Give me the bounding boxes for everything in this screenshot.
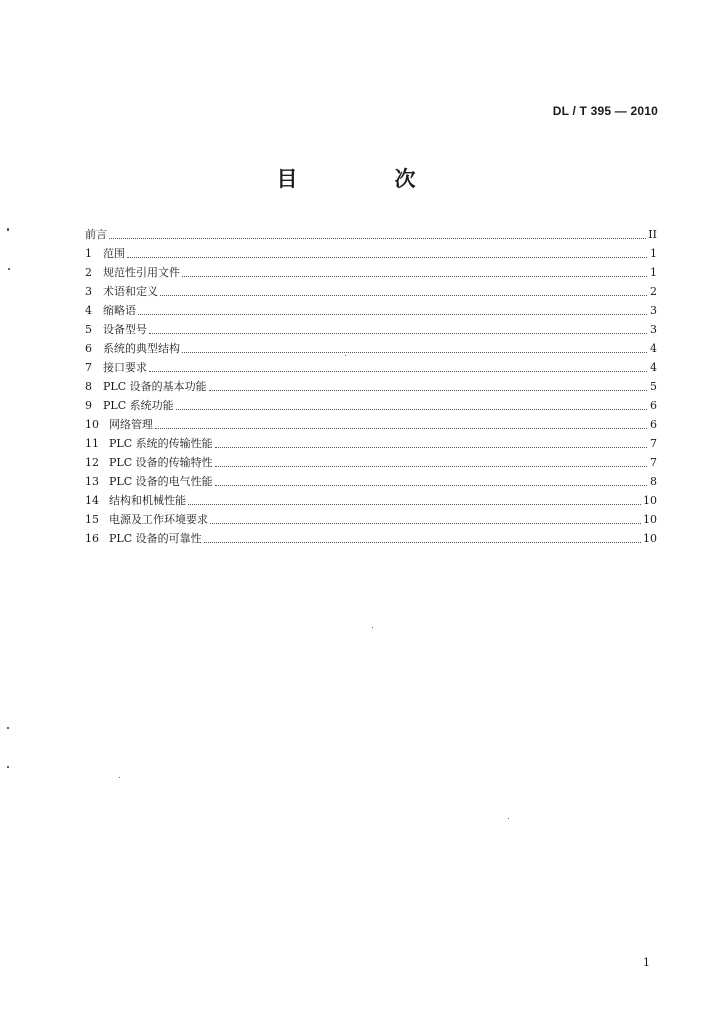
page-title: 目 次 <box>276 167 454 191</box>
toc-entry-page: 10 <box>643 494 657 507</box>
toc-entry-number: 14 <box>85 494 99 507</box>
toc-leader <box>215 484 647 486</box>
toc-entry[interactable] <box>85 432 657 451</box>
scan-speck <box>7 727 9 729</box>
toc-entry-title: 结构和机械性能 <box>109 494 186 507</box>
toc-leader <box>176 408 647 410</box>
toc-entry-title: PLC 系统功能 <box>103 399 174 412</box>
toc-entry-number: 9 <box>85 399 92 412</box>
scan-speck <box>372 627 373 628</box>
scan-speck <box>8 268 10 270</box>
toc-entry-page: 1 <box>650 266 657 279</box>
toc-entry-number: 10 <box>85 418 99 431</box>
toc-entry-number: 16 <box>85 532 99 545</box>
toc-entry-title: 规范性引用文件 <box>103 266 180 279</box>
toc-entry-page: 3 <box>650 323 657 336</box>
toc-entry[interactable] <box>85 394 657 413</box>
toc-leader <box>209 389 647 391</box>
toc-entry-number: 3 <box>85 285 92 298</box>
toc-entry-number: 4 <box>85 304 92 317</box>
toc-entry-title: 系统的典型结构 <box>103 342 180 355</box>
scan-speck <box>345 355 346 356</box>
toc-entry-number: 1 <box>85 247 92 260</box>
toc-entry-page: 7 <box>650 437 657 450</box>
toc-entry-title: PLC 设备的电气性能 <box>109 475 213 488</box>
standard-code: DL / T 395 — 2010 <box>552 104 658 118</box>
toc-entry-page: 6 <box>650 399 657 412</box>
scan-speck <box>119 777 120 778</box>
toc-entry-title: PLC 设备的基本功能 <box>103 380 207 393</box>
toc-entry-number: 5 <box>85 323 92 336</box>
toc-entry[interactable] <box>85 280 657 299</box>
toc-entry-number: 8 <box>85 380 92 393</box>
toc-entry-number: 7 <box>85 361 92 374</box>
toc-entry-page: 3 <box>650 304 657 317</box>
toc-entry[interactable] <box>85 470 657 489</box>
toc-leader <box>182 275 647 277</box>
toc-entry[interactable] <box>85 337 657 356</box>
toc-entry-number: 2 <box>85 266 92 279</box>
toc-entry[interactable] <box>85 356 657 375</box>
toc-entry-title: 电源及工作环境要求 <box>109 513 208 526</box>
page-number: 1 <box>643 956 650 969</box>
toc-entry-page: 4 <box>650 342 657 355</box>
toc-leader <box>210 522 641 524</box>
toc-entry-page: 4 <box>650 361 657 374</box>
scan-speck <box>7 228 9 231</box>
scan-speck <box>508 818 509 819</box>
toc-entry-page: 1 <box>650 247 657 260</box>
toc-entry-page: 10 <box>643 532 657 545</box>
toc-entry-number: 11 <box>85 437 99 450</box>
toc-entry-number: 12 <box>85 456 99 469</box>
table-of-contents <box>85 223 657 546</box>
toc-entry-title: PLC 系统的传输性能 <box>109 437 213 450</box>
toc-entry[interactable] <box>85 223 657 242</box>
toc-entry-page: 2 <box>650 285 657 298</box>
toc-leader <box>204 541 641 543</box>
toc-entry-title: 术语和定义 <box>103 285 158 298</box>
toc-entry-page: 10 <box>643 513 657 526</box>
toc-leader <box>215 446 647 448</box>
toc-leader <box>215 465 647 467</box>
toc-entry-number: 6 <box>85 342 92 355</box>
toc-entry[interactable] <box>85 413 657 432</box>
toc-entry-title: PLC 设备的传输特性 <box>109 456 213 469</box>
toc-entry-page: 7 <box>650 456 657 469</box>
toc-leader <box>127 256 647 258</box>
toc-entry-number: 13 <box>85 475 99 488</box>
toc-leader <box>138 313 647 315</box>
toc-leader <box>149 332 647 334</box>
toc-entry[interactable] <box>85 375 657 394</box>
toc-entry-title: PLC 设备的可靠性 <box>109 532 202 545</box>
toc-entry[interactable] <box>85 508 657 527</box>
toc-entry-page: 6 <box>650 418 657 431</box>
toc-leader <box>109 237 646 239</box>
toc-leader <box>149 370 647 372</box>
scan-speck <box>7 766 9 768</box>
toc-entry[interactable] <box>85 451 657 470</box>
toc-leader <box>188 503 641 505</box>
toc-entry-title: 范围 <box>103 247 125 260</box>
toc-entry[interactable] <box>85 318 657 337</box>
toc-entry[interactable] <box>85 489 657 508</box>
toc-entry-title: 接口要求 <box>103 361 147 374</box>
toc-entry-page: II <box>648 228 657 241</box>
toc-entry[interactable] <box>85 261 657 280</box>
toc-entry-page: 8 <box>650 475 657 488</box>
toc-leader <box>155 427 647 429</box>
toc-entry-title: 网络管理 <box>109 418 153 431</box>
toc-entry[interactable] <box>85 527 657 546</box>
toc-entry-page: 5 <box>650 380 657 393</box>
toc-leader <box>160 294 647 296</box>
toc-entry[interactable] <box>85 299 657 318</box>
toc-entry-number: 15 <box>85 513 99 526</box>
toc-entry[interactable] <box>85 242 657 261</box>
toc-entry-title: 缩略语 <box>103 304 136 317</box>
toc-entry-title: 设备型号 <box>103 323 147 336</box>
toc-entry-title: 前言 <box>85 228 107 241</box>
toc-leader <box>182 351 647 353</box>
